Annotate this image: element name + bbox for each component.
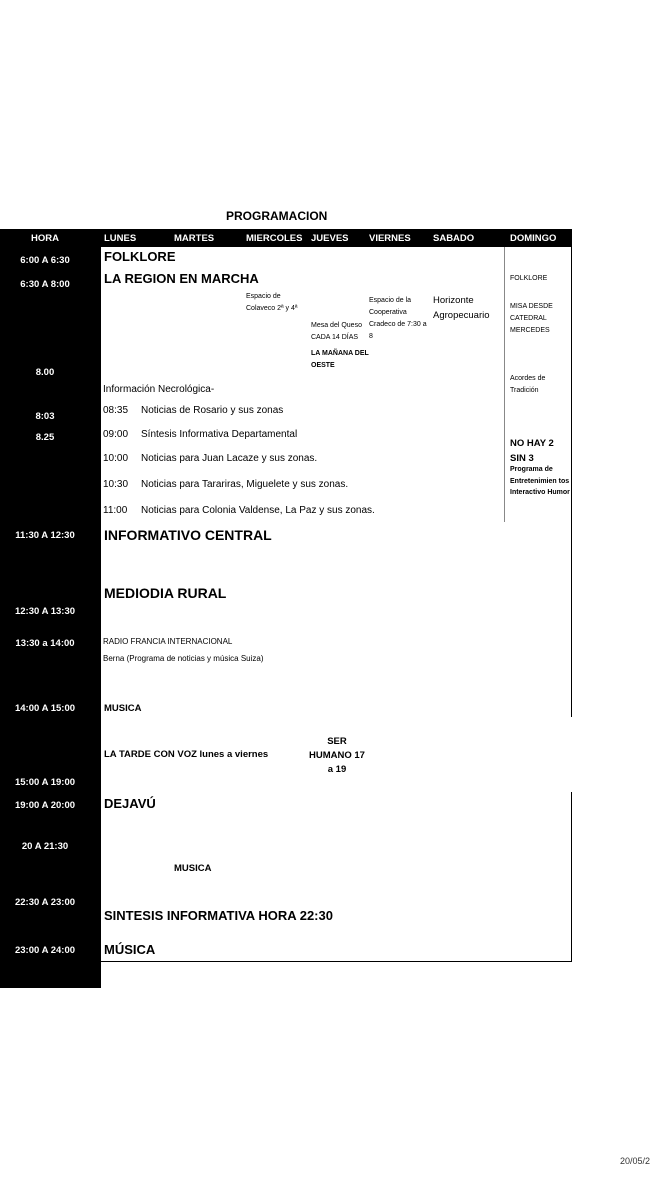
hour-label: 6:30 A 8:00 — [20, 279, 70, 290]
domingo-entretenimiento: Programa de Entretenimien tos Interactivo Humor — [510, 466, 570, 496]
program-mediodia-rural: MEDIODIA RURAL — [104, 585, 227, 601]
news-time: 11:00 — [103, 505, 128, 516]
hour-label: 6:00 A 6:30 — [20, 255, 70, 266]
hour-label: 19:00 A 20:00 — [14, 800, 76, 811]
program-informacion-necrologica: Información Necrológica- — [103, 384, 215, 395]
table-border-bottom — [101, 961, 572, 962]
program-la-manana-del-oeste: LA MAÑANA DEL OESTE — [311, 350, 369, 369]
hour-label: 8.00 — [35, 367, 55, 378]
news-time: 10:00 — [103, 453, 129, 464]
program-rfi: RADIO FRANCIA INTERNACIONAL — [103, 637, 233, 646]
program-dejavu: DEJAVÚ — [104, 796, 156, 811]
header-hora: HORA — [31, 233, 59, 244]
hour-label: 8:03 — [35, 411, 55, 422]
program-sintesis-informativa: SINTESIS INFORMATIVA HORA 22:30 — [104, 908, 333, 923]
news-item — [103, 479, 348, 490]
news-text: Noticias para Colonia Valdense, La Paz y sus zonas. — [141, 505, 375, 516]
program-musica-final: MÚSICA — [104, 942, 156, 957]
news-item — [103, 405, 283, 416]
header-viernes: VIERNES — [369, 233, 411, 244]
program-musica: MUSICA — [174, 863, 212, 874]
hour-label: 20 A 21:30 — [21, 841, 69, 852]
domingo-folklore: FOLKLORE — [510, 275, 548, 282]
program-la-region-en-marcha: LA REGION EN MARCHA — [104, 271, 259, 286]
news-text: Síntesis Informativa Departamental — [141, 429, 298, 440]
hour-label: 14:00 A 15:00 — [14, 703, 76, 714]
news-time: 09:00 — [103, 429, 129, 440]
program-cooperativa: Espacio de la Cooperativa Cradeco de 7:30 a 8 — [369, 297, 427, 340]
news-time: 08:35 — [103, 405, 129, 416]
program-folklore: FOLKLORE — [104, 249, 176, 264]
header-sabado: SABADO — [433, 233, 475, 244]
header-lunes: LUNES — [104, 233, 137, 244]
program-berna: Berna (Programa de noticias y música Suiza) — [103, 654, 264, 663]
domingo-divider — [504, 247, 505, 522]
header-domingo: DOMINGO — [510, 233, 557, 244]
domingo-no-hay-2-sin-3: NO HAY 2 SIN 3 — [510, 438, 554, 464]
hour-label: 23:00 A 24:00 — [14, 945, 76, 956]
header-miercoles: MIERCOLES — [246, 233, 303, 244]
domingo-acordes: Acordes de Tradición — [510, 375, 546, 394]
domingo-misa: MISA DESDE CATEDRAL MERCEDES — [510, 303, 553, 334]
page-title: PROGRAMACION — [226, 209, 328, 223]
header-martes: MARTES — [174, 233, 215, 244]
news-text: Noticias para Juan Lacaze y sus zonas. — [141, 453, 318, 464]
hour-label: 8.25 — [35, 432, 55, 443]
program-informativo-central: INFORMATIVO CENTRAL — [104, 527, 272, 543]
news-item — [103, 429, 297, 440]
program-la-tarde-con-voz: LA TARDE CON VOZ lunes a viernes — [104, 749, 269, 760]
news-time: 10:30 — [103, 479, 129, 490]
news-item — [103, 453, 317, 464]
hour-column — [0, 247, 101, 988]
table-border-right-top — [571, 247, 572, 717]
program-musica: MUSICA — [104, 703, 142, 714]
program-horizonte: Horizonte Agropecuario — [433, 295, 490, 321]
hour-label: 15:00 A 19:00 — [14, 777, 76, 788]
hour-label: 22:30 A 23:00 — [14, 897, 76, 908]
hour-label: 13:30 a 14:00 — [15, 638, 75, 649]
news-item — [103, 505, 375, 516]
program-ser-humano: SER HUMANO 17 a 19 — [309, 736, 365, 775]
news-text: Noticias de Rosario y sus zonas — [141, 405, 284, 416]
footer-date: 20/05/2 — [619, 1156, 650, 1166]
program-mesa-del-queso: Mesa del Queso CADA 14 DÍAS — [311, 322, 362, 341]
hour-label: 11:30 A 12:30 — [15, 530, 75, 541]
table-border-right-bottom — [571, 792, 572, 961]
news-text: Noticias para Tarariras, Miguelete y sus zonas. — [141, 479, 349, 490]
hour-label: 12:30 A 13:30 — [14, 606, 76, 617]
header-jueves: JUEVES — [311, 233, 349, 244]
program-colaveco: Espacio de Colaveco 2ª y 4ª — [246, 293, 298, 312]
